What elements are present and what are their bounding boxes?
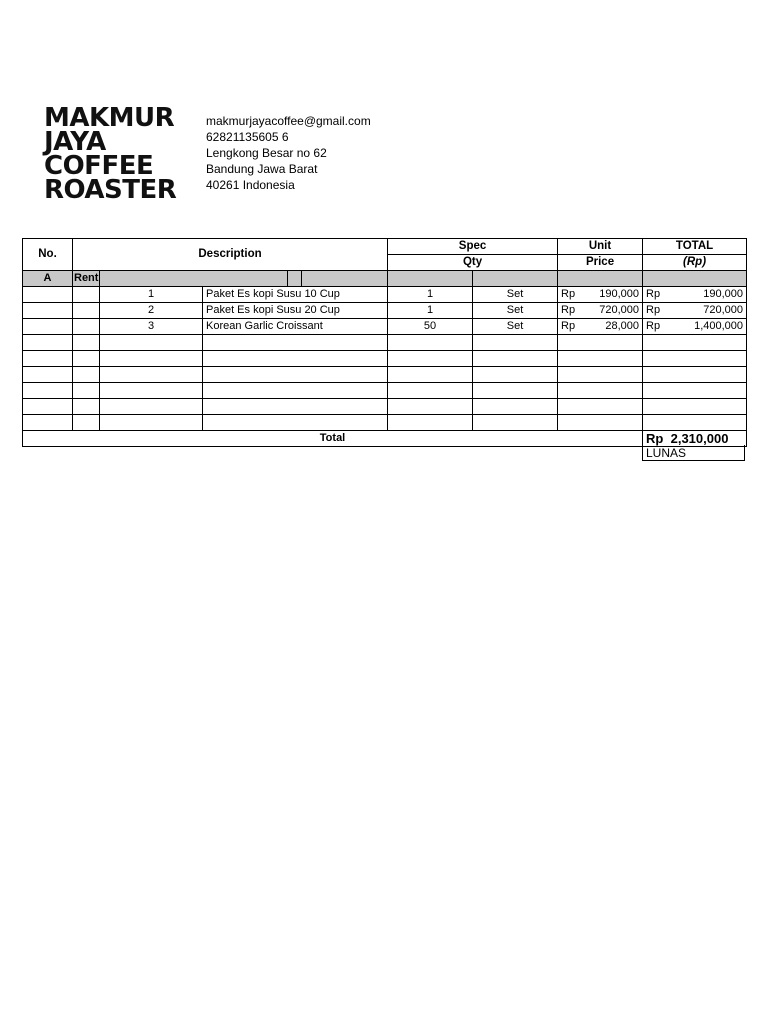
total-label: Total — [23, 431, 643, 447]
header-price: Price — [558, 255, 643, 271]
header-row-1 — [23, 239, 747, 255]
table-row — [23, 287, 747, 303]
item-total: Rp 1,400,000 — [643, 319, 747, 335]
header-no: No. — [23, 239, 73, 271]
contact-email: makmurjayacoffee@gmail.com — [206, 114, 371, 128]
item-price: Rp 720,000 — [558, 303, 643, 319]
contact-block-3 — [206, 145, 376, 193]
logo-line: MAKMUR — [44, 103, 175, 133]
section-letter: A — [23, 271, 73, 287]
item-price: Rp 190,000 — [558, 287, 643, 303]
item-no: 2 — [100, 303, 203, 319]
header-rp: (Rp) — [643, 255, 747, 271]
item-unit: Set — [473, 287, 558, 303]
section-name: Rent — [73, 271, 100, 287]
header-unit: Unit — [558, 239, 643, 255]
payment-status: LUNAS — [642, 445, 745, 461]
section-row — [23, 271, 747, 287]
logo-line: ROASTER — [44, 175, 177, 205]
contact-block — [206, 113, 376, 129]
item-total: Rp 720,000 — [643, 303, 747, 319]
item-unit: Set — [473, 303, 558, 319]
item-unit: Set — [473, 319, 558, 335]
grand-total-currency: Rp — [646, 431, 664, 446]
item-qty: 1 — [388, 303, 473, 319]
empty-row — [23, 367, 747, 383]
header-spec: Spec — [388, 239, 558, 255]
header-total: TOTAL — [643, 239, 747, 255]
item-total: Rp 190,000 — [643, 287, 747, 303]
logo-line: JAYA — [44, 127, 106, 157]
empty-row — [23, 351, 747, 367]
empty-row — [23, 415, 747, 431]
table-row — [23, 303, 747, 319]
empty-row — [23, 383, 747, 399]
header-qty: Qty — [388, 255, 558, 271]
item-description: Paket Es kopi Susu 10 Cup — [203, 287, 388, 303]
contact-phone: 62821135605 6 — [206, 130, 289, 144]
grand-total-value: 2,310,000 — [670, 431, 729, 446]
header-description: Description — [73, 239, 388, 271]
item-no: 1 — [100, 287, 203, 303]
contact-address-1: Lengkong Besar no 62 — [206, 146, 327, 160]
empty-row — [23, 399, 747, 415]
invoice-table — [22, 238, 747, 447]
contact-address-2: Bandung Jawa Barat — [206, 162, 318, 176]
table-row — [23, 319, 747, 335]
total-row — [23, 431, 747, 447]
item-qty: 50 — [388, 319, 473, 335]
contact-block-2 — [206, 129, 292, 145]
contact-address-3: 40261 Indonesia — [206, 178, 295, 192]
item-qty: 1 — [388, 287, 473, 303]
item-description: Korean Garlic Croissant — [203, 319, 388, 335]
item-price: Rp 28,000 — [558, 319, 643, 335]
company-logo — [44, 103, 194, 205]
item-no: 3 — [100, 319, 203, 335]
item-description: Paket Es kopi Susu 20 Cup — [203, 303, 388, 319]
logo-line: COFFEE — [44, 151, 154, 181]
empty-row — [23, 335, 747, 351]
